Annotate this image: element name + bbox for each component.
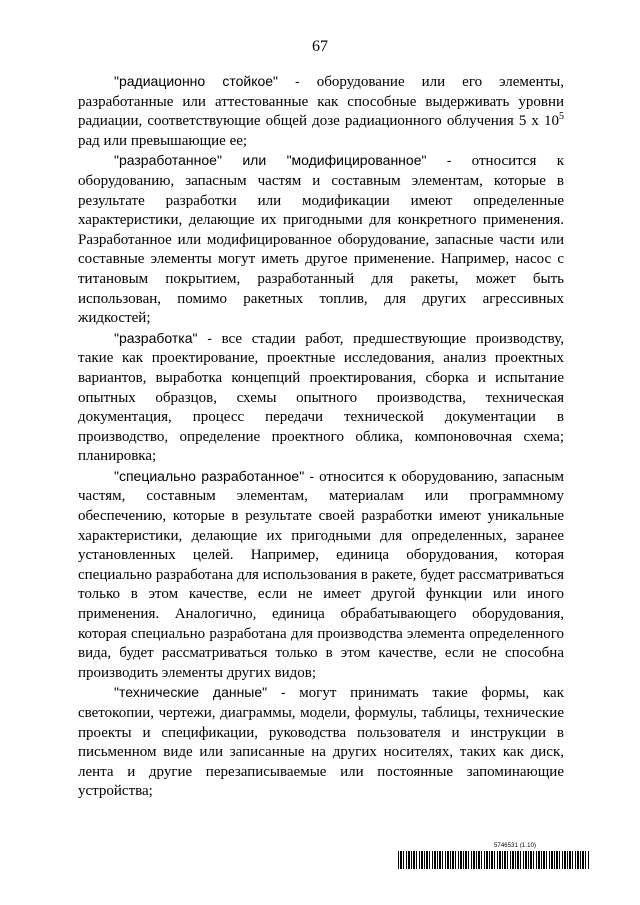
defined-term: "радиационно стойкое" [114,73,279,89]
definition-text-tail: рад или превышающие ее; [78,132,248,149]
term-dash: - [280,684,286,701]
document-code: 5746531 (1.10) [494,843,537,849]
document-body [78,72,564,802]
definition-paragraph [78,683,564,802]
definition-paragraph [78,72,564,151]
term-dash: - [446,152,452,169]
term-dash: - [207,329,212,346]
defined-term: "технические данные" [114,684,268,701]
term-dash: - [309,467,314,484]
definition-text: относится к оборудованию, запасным частям и составным элементам, которые в результате разработки или модификации имеют определенные характеристики, делающие их пригодными для конкретного применения. Разработанное или модифицированное оборудование, запасные части или составные элементы могут иметь другое применение. Например, насос с титановым покрытием, разработанный для ракеты, может быть использован, помимо ракетных топлив, для других агрессивных жидкостей; [78,153,564,327]
definition-text: могут принимать такие формы, как светокопии, чертежи, диаграммы, модели, формулы, таблицы, технические проекты и спецификации, руководства пользователя и инструкции в письменном виде или записанные на других носителях, таких как диск, лента и другие перезаписываемые или постоянные запоминающие устройства; [78,685,564,800]
definition-paragraph [78,151,564,328]
definition-text: относится к оборудованию, запасным частям, составным элементам, материалам или программному обеспечению, которые в результате своей разработки имеют уникальные характеристики, делающие их пригодными для определенных, заранее установленных целей. Например, единица оборудования, которая специально разработана для использования в ракете, будет рассматриваться только в этом качестве, если не имеет другой функции или иного применения. Аналогично, единица обрабатывающего оборудования, которая специально разработана для производства элемента определенного вида, будет рассматриваться только в этом качестве, если не способна производить элементы других видов; [78,468,565,681]
defined-term: "разработанное" или "модифицированное" [114,152,427,169]
barcode-icon [398,851,590,869]
term-dash: - [295,73,300,89]
defined-term: "специально разработанное" [114,467,305,484]
definition-text: все стадии работ, предшествующие производству, такие как проектирование, проектные исследования, анализ проектных вариантов, выработка концепций проектирования, сборка и испытание опытных образцов, схемы опытного производства, техническая документация, процесс передачи технической документации в производство, определение проектного облика, компоновочная схема; планировка; [78,330,564,465]
defined-term: "разработка" [114,329,198,346]
definition-paragraph [78,467,564,684]
page-number: 67 [312,38,328,55]
definition-paragraph [78,329,564,467]
superscript: 5 [559,111,564,123]
definition-text: оборудование или его элементы, разработанные или аттестованные как способные выдерживать уровни радиации, соответствующие общей дозе радиационного облучения 5 х 10 [78,74,564,130]
